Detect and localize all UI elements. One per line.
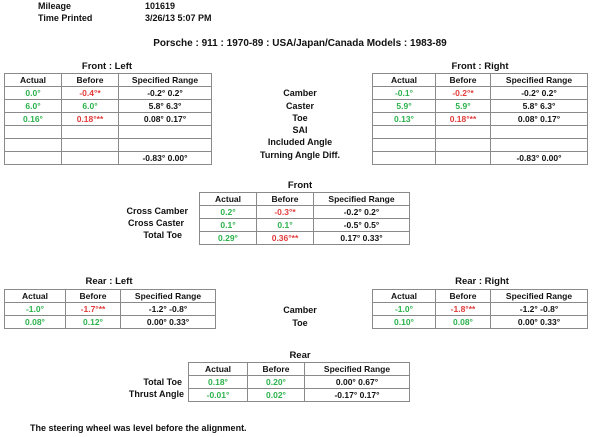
rear-left-title: Rear : Left — [85, 276, 133, 287]
label-included-angle: Included Angle — [267, 137, 333, 147]
fr-camber-actual: -0.1° — [373, 87, 436, 100]
fc-cross-caster-range: -0.5° 0.5° — [314, 219, 410, 232]
col-before: Before — [436, 74, 491, 87]
rc-thrust-actual: -0.01° — [189, 389, 248, 402]
fr-camber-range: -0.2° 0.2° — [491, 87, 588, 100]
mileage-value: 101619 — [145, 1, 176, 11]
fr-toe-actual: 0.13° — [373, 113, 436, 126]
fl-turn-range: -0.83° 0.00° — [119, 152, 212, 165]
rr-camber-actual: -1.0° — [373, 303, 436, 316]
fc-total-toe-actual: 0.29° — [200, 232, 257, 245]
col-before: Before — [436, 290, 491, 303]
rl-camber-before: -1.7°** — [66, 303, 121, 316]
fc-total-toe-range: 0.17° 0.33° — [314, 232, 410, 245]
rr-toe-before: 0.08° — [436, 316, 491, 329]
fl-caster-range: 5.8° 6.3° — [119, 100, 212, 113]
label-toe: Toe — [292, 113, 308, 123]
footer-note: The steering wheel was level before the alignment. — [30, 423, 247, 433]
label-rear-toe: Toe — [292, 318, 308, 328]
col-before: Before — [66, 290, 121, 303]
rc-total-toe-before: 0.20° — [248, 376, 305, 389]
col-actual: Actual — [5, 290, 66, 303]
rear-center-title: Rear — [289, 350, 311, 361]
fr-toe-range: 0.08° 0.17° — [491, 113, 588, 126]
front-center-title: Front — [287, 180, 313, 191]
label-sai: SAI — [292, 125, 308, 135]
col-actual: Actual — [189, 363, 248, 376]
front-right-title: Front : Right — [451, 61, 509, 72]
fl-camber-before: -0.4°* — [62, 87, 119, 100]
label-thrust-angle: Thrust Angle — [128, 389, 184, 399]
col-before: Before — [257, 193, 314, 206]
fc-cross-camber-before: -0.3°* — [257, 206, 314, 219]
rear-center-table — [188, 362, 410, 402]
label-rear-camber: Camber — [283, 305, 317, 315]
label-cross-camber: Cross Camber — [126, 206, 188, 216]
fr-turn-range: -0.83° 0.00° — [491, 152, 588, 165]
fc-cross-camber-range: -0.2° 0.2° — [314, 206, 410, 219]
fc-cross-caster-actual: 0.1° — [200, 219, 257, 232]
col-range: Specified Range — [491, 74, 588, 87]
fl-incl-actual — [5, 139, 62, 152]
rear-left-table — [4, 289, 216, 329]
rr-toe-actual: 0.10° — [373, 316, 436, 329]
rl-camber-actual: -1.0° — [5, 303, 66, 316]
rear-right-title: Rear : Right — [455, 276, 509, 287]
fr-incl-before — [436, 139, 491, 152]
fr-incl-range — [491, 139, 588, 152]
fr-turn-actual — [373, 152, 436, 165]
fl-caster-actual: 6.0° — [5, 100, 62, 113]
rr-toe-range: 0.00° 0.33° — [491, 316, 588, 329]
fr-caster-before: 5.9° — [436, 100, 491, 113]
rl-camber-range: -1.2° -0.8° — [121, 303, 216, 316]
fr-caster-actual: 5.9° — [373, 100, 436, 113]
fr-sai-range — [491, 126, 588, 139]
fl-sai-before — [62, 126, 119, 139]
fc-total-toe-before: 0.36°** — [257, 232, 314, 245]
fc-cross-camber-actual: 0.2° — [200, 206, 257, 219]
front-left-title: Front : Left — [81, 61, 133, 72]
rc-thrust-before: 0.02° — [248, 389, 305, 402]
label-camber: Camber — [283, 88, 317, 98]
label-cross-caster: Cross Caster — [127, 218, 184, 228]
fc-cross-caster-before: 0.1° — [257, 219, 314, 232]
fl-camber-actual: 0.0° — [5, 87, 62, 100]
fl-toe-range: 0.08° 0.17° — [119, 113, 212, 126]
fr-turn-before — [436, 152, 491, 165]
time-printed-value: 3/26/13 5:07 PM — [145, 13, 212, 23]
col-range: Specified Range — [119, 74, 212, 87]
vehicle-title: Porsche : 911 : 1970-89 : USA/Japan/Canada Models : 1983-89 — [153, 38, 447, 49]
fr-sai-before — [436, 126, 491, 139]
fr-camber-before: -0.2°* — [436, 87, 491, 100]
rr-camber-range: -1.2° -0.8° — [491, 303, 588, 316]
rl-toe-actual: 0.08° — [5, 316, 66, 329]
fl-sai-actual — [5, 126, 62, 139]
fl-incl-range — [119, 139, 212, 152]
fl-turn-actual — [5, 152, 62, 165]
col-range: Specified Range — [491, 290, 588, 303]
rr-camber-before: -1.8°** — [436, 303, 491, 316]
rc-total-toe-actual: 0.18° — [189, 376, 248, 389]
fl-turn-before — [62, 152, 119, 165]
fl-sai-range — [119, 126, 212, 139]
col-range: Specified Range — [305, 363, 410, 376]
rl-toe-before: 0.12° — [66, 316, 121, 329]
fr-sai-actual — [373, 126, 436, 139]
col-range: Specified Range — [121, 290, 216, 303]
front-left-table — [4, 73, 212, 165]
rear-right-table — [372, 289, 588, 329]
label-rear-total-toe: Total Toe — [143, 377, 182, 387]
label-caster: Caster — [285, 101, 314, 111]
fr-caster-range: 5.8° 6.3° — [491, 100, 588, 113]
col-range: Specified Range — [314, 193, 410, 206]
label-turning-angle-diff: Turning Angle Diff. — [260, 150, 340, 160]
fl-toe-actual: 0.16° — [5, 113, 62, 126]
col-actual: Actual — [373, 74, 436, 87]
fr-incl-actual — [373, 139, 436, 152]
col-actual: Actual — [5, 74, 62, 87]
col-actual: Actual — [373, 290, 436, 303]
rc-total-toe-range: 0.00° 0.67° — [305, 376, 410, 389]
fl-camber-range: -0.2° 0.2° — [119, 87, 212, 100]
fl-caster-before: 6.0° — [62, 100, 119, 113]
label-total-toe: Total Toe — [143, 230, 182, 240]
fr-toe-before: 0.18°** — [436, 113, 491, 126]
col-before: Before — [248, 363, 305, 376]
fl-incl-before — [62, 139, 119, 152]
col-actual: Actual — [200, 193, 257, 206]
rc-thrust-range: -0.17° 0.17° — [305, 389, 410, 402]
fl-toe-before: 0.18°** — [62, 113, 119, 126]
front-right-table — [372, 73, 588, 165]
rl-toe-range: 0.00° 0.33° — [121, 316, 216, 329]
col-before: Before — [62, 74, 119, 87]
time-printed-label: Time Printed — [38, 13, 93, 23]
mileage-label: Mileage — [38, 1, 72, 11]
front-center-table — [199, 192, 410, 245]
